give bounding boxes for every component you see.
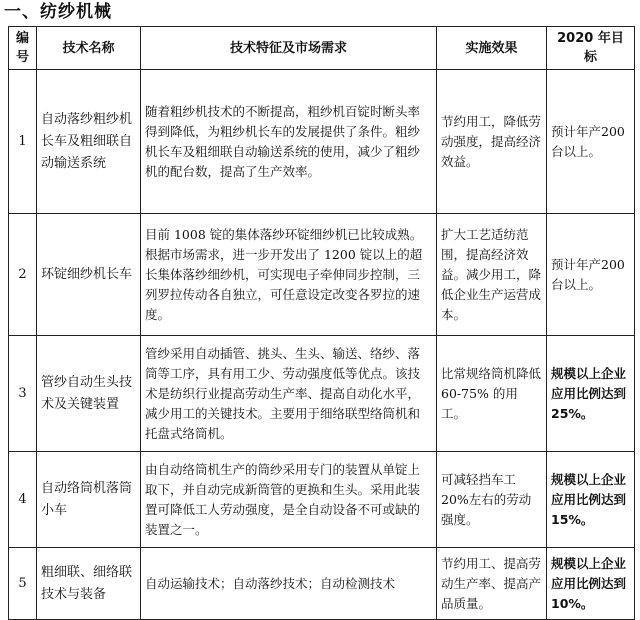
row-number: 3	[9, 336, 37, 452]
target-2020: 预计年产200 台以上。	[547, 214, 635, 336]
table-row	[9, 336, 635, 452]
table-row	[9, 548, 635, 620]
column-header-name: 技术名称	[37, 27, 141, 70]
implementation-effect: 节约用工，降低劳动强度，提高经济效益。	[437, 70, 547, 214]
technology-name: 环锭细纱机长车	[37, 214, 141, 336]
column-header-features: 技术特征及市场需求	[141, 27, 437, 70]
column-header-no: 编号	[9, 27, 37, 70]
technology-table	[8, 26, 635, 620]
target-2020: 预计年产200 台以上。	[547, 70, 635, 214]
technology-features: 管纱采用自动插管、挑头、生头、输送、络纱、落筒等工序，具有用工少、劳动强度低等优点。该技术是纺织行业提高劳动生产率、提高自动化水平，减少用工的关键技术。主要用于细络联型络筒机和托盘式络筒机。	[141, 336, 437, 452]
implementation-effect: 可减轻挡车工20%左右的劳动强度。	[437, 452, 547, 548]
target-2020: 规模以上企业应用比例达到 25%。	[547, 336, 635, 452]
implementation-effect: 节约用工、提高劳动生产率、提高产品质量。	[437, 548, 547, 620]
technology-name: 粗细联、细络联技术与装备	[37, 548, 141, 620]
technology-features: 自动运输技术；自动落纱技术；自动检测技术	[141, 548, 437, 620]
table-row	[9, 70, 635, 214]
row-number: 5	[9, 548, 37, 620]
target-2020: 规模以上企业应用比例达到 15%。	[547, 452, 635, 548]
row-number: 4	[9, 452, 37, 548]
column-header-effect: 实施效果	[437, 27, 547, 70]
technology-name: 管纱自动生头技术及关键装置	[37, 336, 141, 452]
section-title: 一、纺纱机械	[4, 2, 112, 22]
target-2020: 规模以上企业应用比例达到 10%。	[547, 548, 635, 620]
header-row	[9, 27, 635, 70]
technology-features: 目前 1008 锭的集体落纱环锭细纱机已比较成熟。根据市场需求，进一步开发出了 1200 锭以上的超长集体落纱细纱机，可实现电子牵伸同步控制，三列罗拉传动各自独立，可任意设定改变各罗拉的速度。	[141, 214, 437, 336]
technology-features: 随着粗纱机技术的不断提高，粗纱机百锭时断头率得到降低，为粗纱机长车的发展提供了条件。粗纱机长车及粗细联自动输送系统的使用，减少了粗纱机的配台数，提高了生产效率。	[141, 70, 437, 214]
technology-name: 自动络筒机落筒小车	[37, 452, 141, 548]
table-row	[9, 214, 635, 336]
technology-features: 由自动络筒机生产的筒纱采用专门的装置从单锭上取下，并自动完成新筒管的更换和生头。采用此装置可降低工人劳动强度，是全自动设备不可或缺的装置之一。	[141, 452, 437, 548]
column-header-target: 2020 年目标	[547, 27, 635, 70]
table-row	[9, 452, 635, 548]
implementation-effect: 比常规络筒机降低 60-75% 的用工。	[437, 336, 547, 452]
implementation-effect: 扩大工艺适纺范围，提高经济效益。减少用工，降低企业生产运营成本。	[437, 214, 547, 336]
row-number: 2	[9, 214, 37, 336]
technology-name: 自动落纱粗纱机长车及粗细联自动输送系统	[37, 70, 141, 214]
row-number: 1	[9, 70, 37, 214]
